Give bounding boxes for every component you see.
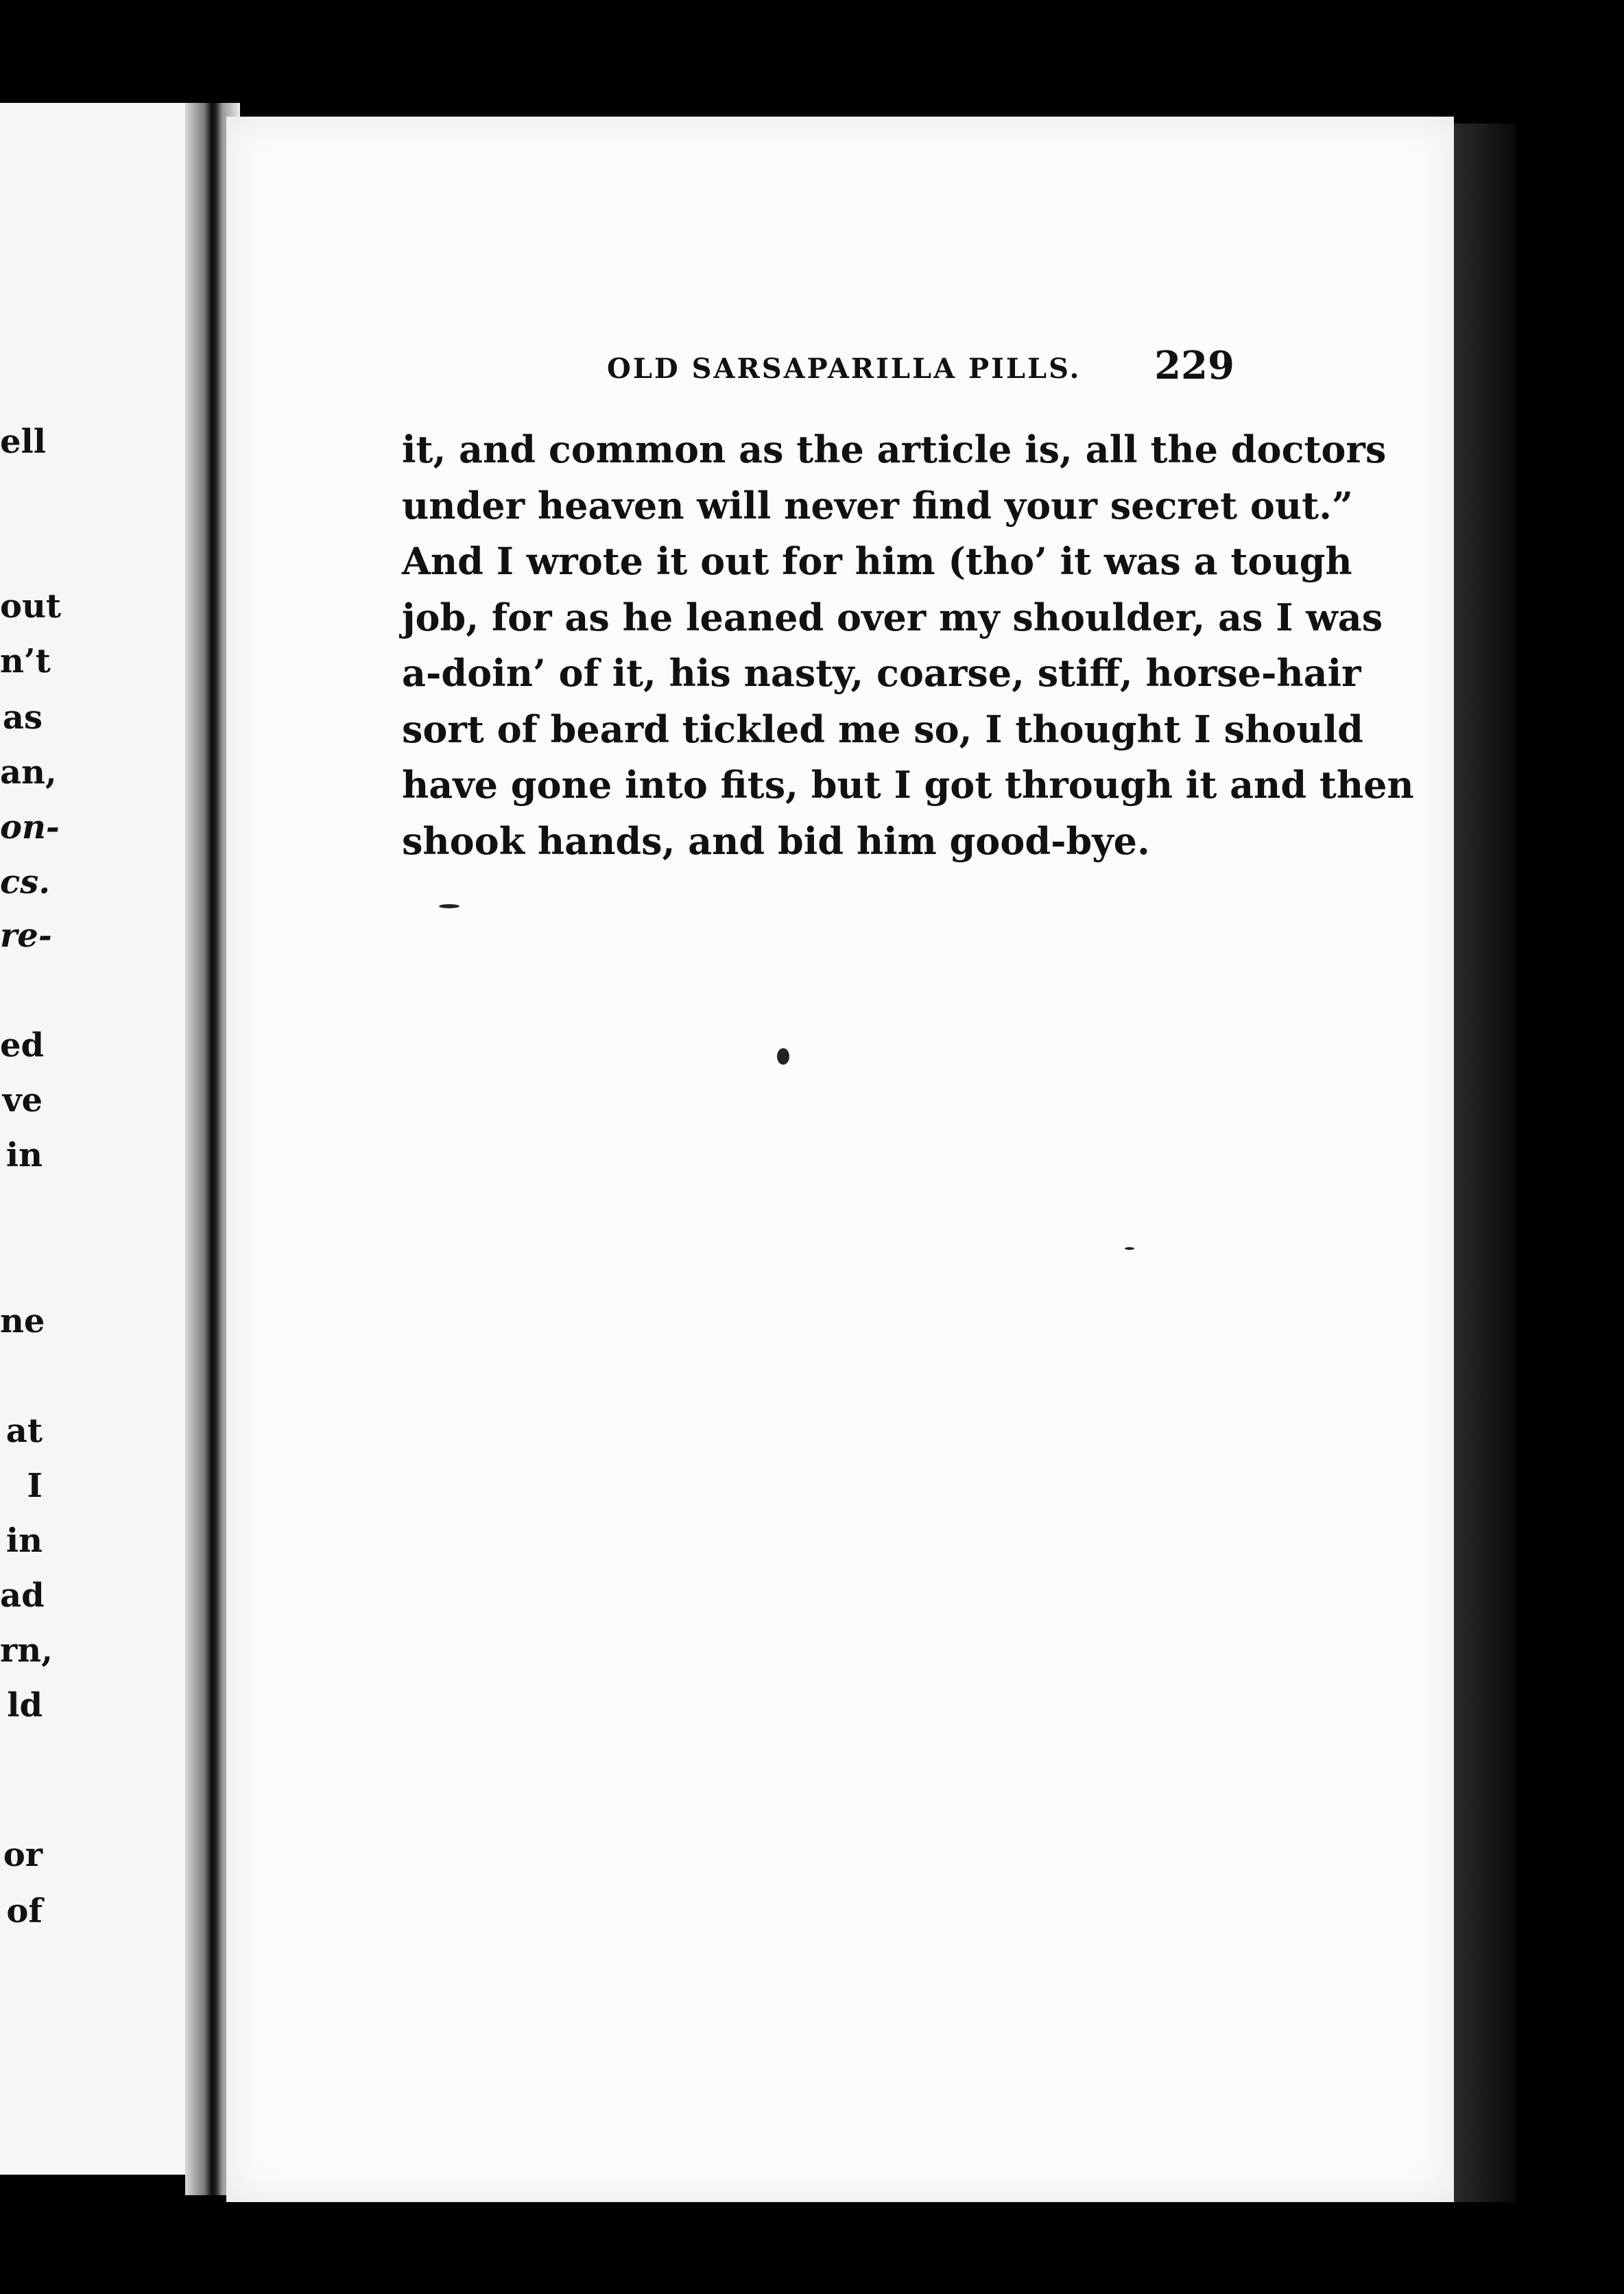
line-fragment: I	[27, 1467, 43, 1505]
line-fragment: at	[5, 1412, 43, 1450]
text-line: And I wrote it out for him (tho’ it was a tough	[402, 539, 1352, 583]
running-header	[384, 343, 1234, 391]
text-line: a-doin’ of it, his nasty, coarse, stiff, horse-hair	[402, 651, 1361, 695]
line-fragment: ld	[7, 1686, 43, 1725]
line-fragment: ve	[2, 1081, 43, 1120]
line-fragment: out	[0, 587, 62, 626]
page-edge-shadow	[1454, 123, 1516, 2202]
line-fragment: ell	[0, 423, 47, 461]
text-line: under heaven will never find your secret out.”	[402, 483, 1353, 528]
running-title: OLD SARSAPARILLA PILLS.	[607, 353, 1082, 385]
line-fragment: n’t	[0, 642, 51, 681]
text-line: have gone into fits, but I got through it and then	[402, 763, 1414, 807]
page-number: 229	[1154, 343, 1234, 388]
line-fragment: on-	[0, 808, 60, 847]
scan-speck	[439, 904, 459, 908]
text-line: sort of beard tickled me so, I thought I should	[402, 707, 1363, 751]
text-line: it, and common as the article is, all the doctors	[402, 427, 1387, 471]
scan-speck	[1125, 1247, 1134, 1250]
line-fragment: ne	[0, 1302, 45, 1340]
line-fragment: rn,	[0, 1631, 53, 1670]
line-fragment: re-	[0, 917, 52, 955]
line-fragment: ad	[0, 1576, 45, 1615]
line-fragment: an,	[0, 753, 57, 792]
line-fragment: in	[5, 1522, 43, 1560]
line-fragment: ed	[0, 1026, 45, 1065]
body-text	[402, 422, 1414, 869]
line-fragment: cs.	[0, 863, 50, 901]
previous-page-text-fragments	[0, 103, 213, 2175]
text-line: shook hands, and bid him good-bye.	[402, 818, 1150, 863]
line-fragment: as	[2, 698, 43, 737]
line-fragment: in	[5, 1136, 43, 1174]
text-line: job, for as he leaned over my shoulder, as I was	[402, 595, 1383, 639]
line-fragment: or	[3, 1836, 43, 1874]
scan-speck	[777, 1048, 789, 1065]
line-fragment: of	[6, 1892, 43, 1930]
previous-page	[0, 103, 213, 2175]
